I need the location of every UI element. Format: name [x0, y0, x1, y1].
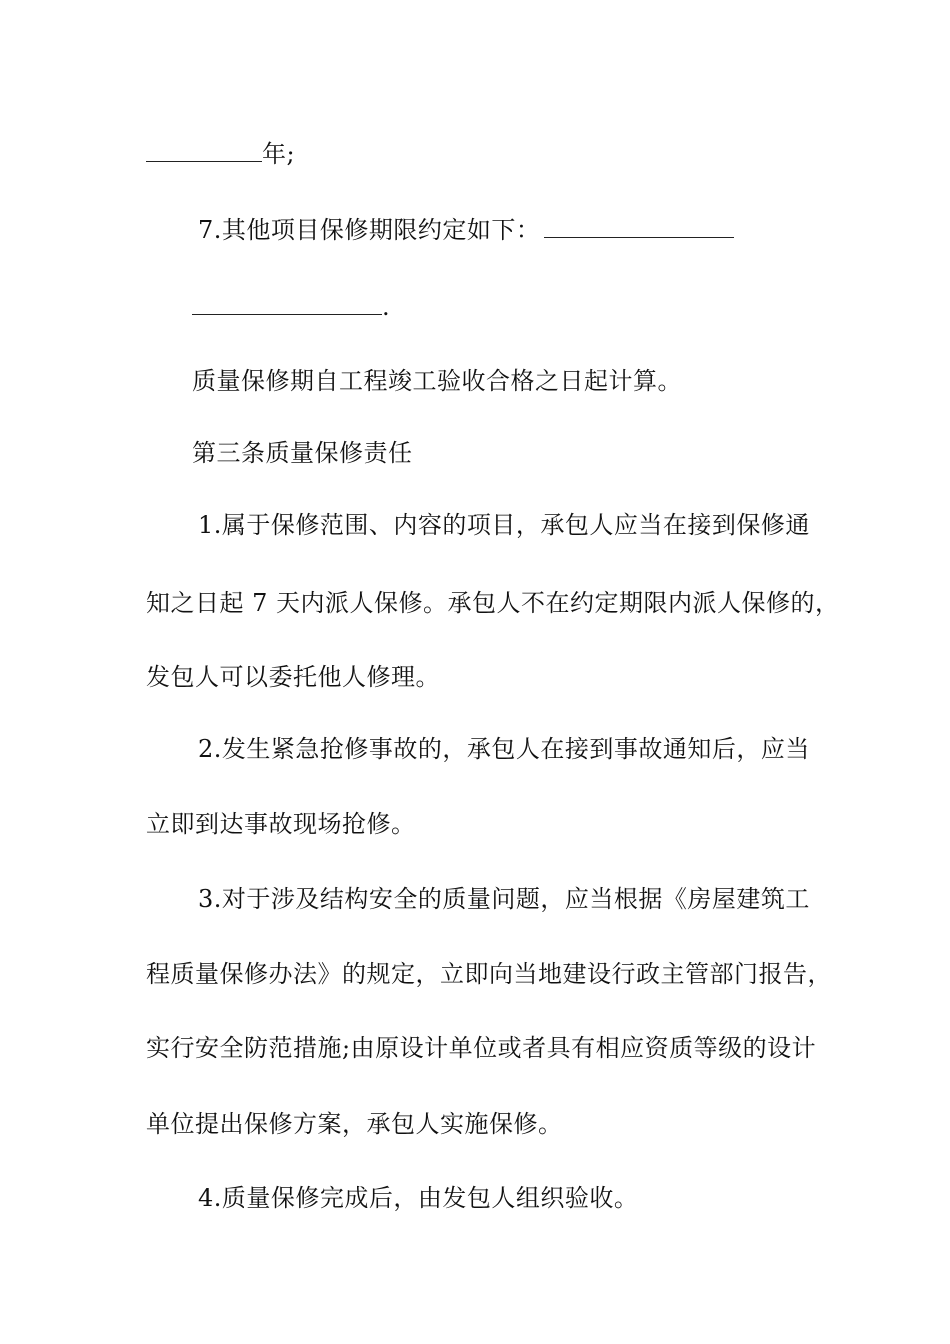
item-2-line-1: 2.发生紧急抢修事故的，承包人在接到事故通知后，应当 [198, 735, 810, 763]
item-3-line-4: 单位提出保修方案，承包人实施保修。 [146, 1110, 563, 1138]
clause-7-line [198, 209, 734, 249]
item-1-line-3: 发包人可以委托他人修理。 [146, 663, 440, 691]
item-3-line-3: 实行安全防范措施;由原设计单位或者具有相应资质等级的设计 [146, 1034, 817, 1062]
clause-7-blank [544, 209, 734, 238]
item-3-line-2: 程质量保修办法》的规定，立即向当地建设行政主管部门报告， [146, 960, 832, 988]
warranty-start-paragraph: 质量保修期自工程竣工验收合格之日起计算。 [192, 367, 682, 395]
item-1-line-2: 知之日起 7 天内派人保修。承包人不在约定期限内派人保修的， [146, 589, 840, 617]
clause-7-continuation [192, 286, 390, 326]
warranty-year-line [146, 133, 295, 173]
item-2-line-2: 立即到达事故现场抢修。 [146, 810, 416, 838]
clause-7-period: . [382, 293, 391, 321]
clause-7-text: 7.其他项目保修期限约定如下： [198, 216, 541, 244]
item-1-line-1: 1.属于保修范围、内容的项目，承包人应当在接到保修通 [198, 511, 810, 539]
item-4-line-1: 4.质量保修完成后，由发包人组织验收。 [198, 1184, 639, 1212]
year-suffix: 年; [262, 140, 296, 168]
item-3-line-1: 3.对于涉及结构安全的质量问题，应当根据《房屋建筑工 [198, 885, 810, 913]
year-blank [146, 133, 262, 162]
clause-7-blank-2 [192, 286, 382, 315]
article-3-heading: 第三条质量保修责任 [192, 439, 413, 467]
